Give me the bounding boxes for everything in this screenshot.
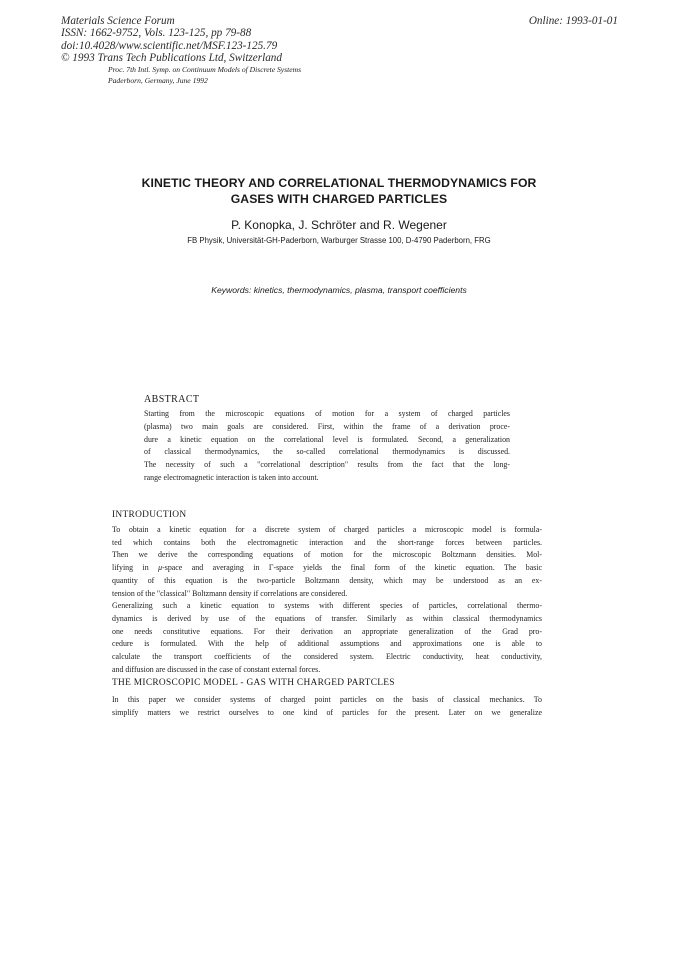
body-line: Generalizing such a kinetic equation to systems with different species of particles, correlational thermo- — [112, 601, 542, 611]
keywords: Keywords: kinetics, thermodynamics, plasma, transport coefficients — [211, 285, 467, 295]
author-list: P. Konopka, J. Schröter and R. Wegener — [231, 218, 447, 232]
body-line: simplify matters we restrict ourselves to one kind of particles for the present. Later on we generalize — [112, 707, 542, 717]
body-line: ted which contains both the electromagnetic interaction and the short-range forces between particles. — [112, 537, 542, 547]
abstract-body — [144, 408, 510, 485]
introduction-heading: INTRODUCTION — [112, 510, 187, 520]
doi-line[interactable]: doi:10.4028/www.scientific.net/MSF.123-125.79 — [61, 39, 278, 52]
abstract-heading: ABSTRACT — [144, 394, 200, 405]
issn-line: ISSN: 1662-9752, Vols. 123-125, pp 79-88 — [61, 27, 252, 40]
journal-header — [61, 15, 282, 64]
body-line: Then we derive the corresponding equations of motion for the microscopic Boltzmann densities. Mol- — [112, 550, 542, 560]
abstract-line: Starting from the microscopic equations of motion for a system of charged particles — [144, 409, 510, 418]
paper-title-line-1: KINETIC THEORY AND CORRELATIONAL THERMODYNAMICS FOR — [141, 176, 537, 190]
proceedings-line-2: Paderborn, Germany, June 1992 — [108, 76, 208, 85]
body-text-span: -space yields the final form of the kinetic equation. The basic — [273, 563, 542, 573]
copyright-line: © 1993 Trans Tech Publications Ltd, Switzerland — [61, 51, 282, 64]
body-line: and diffusion are discussed in the case of constant external forces. — [112, 664, 321, 674]
abstract-line: The necessity of such a "correlational description" results from the fact that the long- — [144, 460, 510, 470]
body-line: tension of the "classical" Boltzmann density if correlations are considered. — [112, 588, 348, 598]
abstract-line: of classical thermodynamics, the so-called correlational thermodynamics is discussed. — [144, 447, 510, 457]
microscopic-model-heading: THE MICROSCOPIC MODEL - GAS WITH CHARGED PARTCLES — [112, 678, 395, 688]
introduction-body — [112, 524, 542, 676]
affiliation: FB Physik, Universität-GH-Paderborn, Warburger Strasse 100, D-4790 Paderborn, FRG — [187, 236, 491, 245]
paper-title — [80, 175, 598, 207]
body-line: In this paper we consider systems of charged point particles on the basis of classical mechanics. To — [112, 695, 542, 704]
abstract-line: dure a kinetic equation on the correlational level is formulated. Second, a generalization — [144, 434, 510, 444]
body-line: one needs constitutive equations. For their derivation an appropriate generalization of the Grad pro- — [112, 626, 542, 636]
body-line: dynamics is derived by use of the equations of transfer. Similarly as within classical thermodynamics — [112, 613, 542, 623]
body-text-span: lifying in — [112, 563, 149, 573]
abstract-line: range electromagnetic interaction is taken into account. — [144, 472, 319, 482]
proceedings-line-1: Proc. 7th Intl. Symp. on Continuum Models of Discrete Systems — [108, 65, 302, 74]
abstract-line: (plasma) two main goals are considered. First, within the frame of a derivation proce- — [144, 421, 510, 431]
body-line — [112, 562, 542, 575]
body-line: calculate the transport coefficients of the considered system. Electric conductivity, heat conductivity, — [112, 652, 542, 662]
body-line: cedure is formulated. With the help of additional assumptions and approximations one is able to — [112, 639, 542, 649]
body-line: quantity of this equation is the two-particle Boltzmann density, which may be understood as an ex- — [112, 575, 542, 585]
proceedings-note — [108, 64, 301, 86]
journal-name: Materials Science Forum — [61, 15, 175, 27]
microscopic-model-body — [112, 694, 542, 720]
gamma-symbol: Γ — [268, 563, 274, 573]
body-text-span: -space and averaging in — [162, 563, 260, 573]
mu-symbol: μ — [158, 563, 163, 573]
paper-title-line-2: GASES WITH CHARGED PARTICLES — [230, 192, 448, 206]
body-line: To obtain a kinetic equation for a discrete system of charged particles a microscopic model is formula- — [112, 525, 542, 534]
online-date: Online: 1993-01-01 — [528, 15, 618, 27]
